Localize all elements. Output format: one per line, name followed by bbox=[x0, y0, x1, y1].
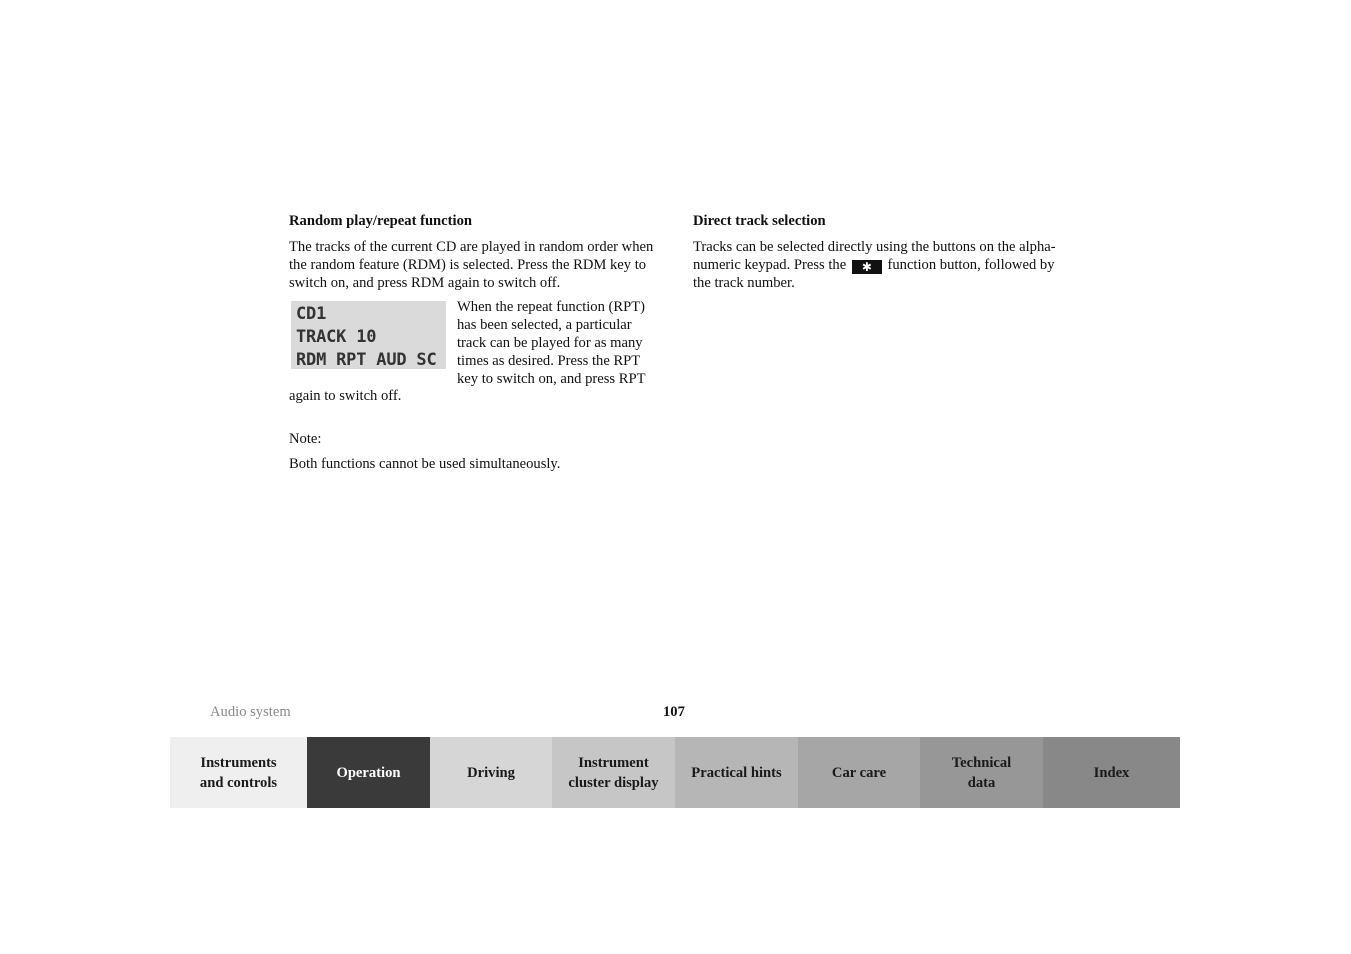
direct-track-heading: Direct track selection bbox=[693, 213, 826, 229]
display-line-3: RDM RPT AUD SC bbox=[296, 350, 437, 370]
direct-track-text-start: Tracks can be selected directly using the buttons on the alpha-numeric keypad. Press the bbox=[693, 239, 1056, 273]
section-name: Audio system bbox=[210, 704, 291, 720]
direct-track-paragraph bbox=[693, 239, 1063, 292]
tab-operation[interactable]: Operation bbox=[307, 737, 430, 808]
tab-practical-hints[interactable]: Practical hints bbox=[675, 737, 798, 808]
random-repeat-heading: Random play/repeat function bbox=[289, 213, 472, 229]
display-line-2: TRACK 10 bbox=[296, 327, 377, 348]
chapter-nav bbox=[170, 737, 1180, 808]
tab-instruments-and-controls[interactable]: Instruments and controls bbox=[170, 737, 307, 808]
tab-technical-data[interactable]: Technical data bbox=[920, 737, 1043, 808]
direct-track-text-end: function button, followed by the track number. bbox=[693, 256, 1055, 291]
page-number: 107 bbox=[663, 704, 685, 720]
repeat-paragraph: When the repeat function (RPT) has been selected, a particular track can be played for as many times as desired. Press the RPT key to switch on, and press RPT again to switch off. bbox=[289, 299, 646, 405]
display-line-1: CD1 bbox=[296, 304, 327, 325]
left-column bbox=[289, 212, 655, 481]
tab-instrument-cluster-display[interactable]: Instrument cluster display bbox=[552, 737, 675, 808]
tab-index[interactable]: Index bbox=[1043, 737, 1180, 808]
random-play-paragraph: The tracks of the current CD are played in random order when the random feature (RDM) is selected. Press the RDM key to switch on, and press RDM again to switch off. bbox=[289, 239, 654, 291]
asterisk-key-icon: ✱ bbox=[852, 260, 882, 274]
tab-car-care[interactable]: Car care bbox=[798, 737, 920, 808]
tab-driving[interactable]: Driving bbox=[430, 737, 552, 808]
note-text: Both functions cannot be used simultaneously. bbox=[289, 455, 561, 472]
right-column bbox=[693, 212, 1063, 299]
repeat-section bbox=[289, 299, 655, 413]
note-label: Note: bbox=[289, 431, 322, 448]
radio-display bbox=[291, 301, 446, 369]
